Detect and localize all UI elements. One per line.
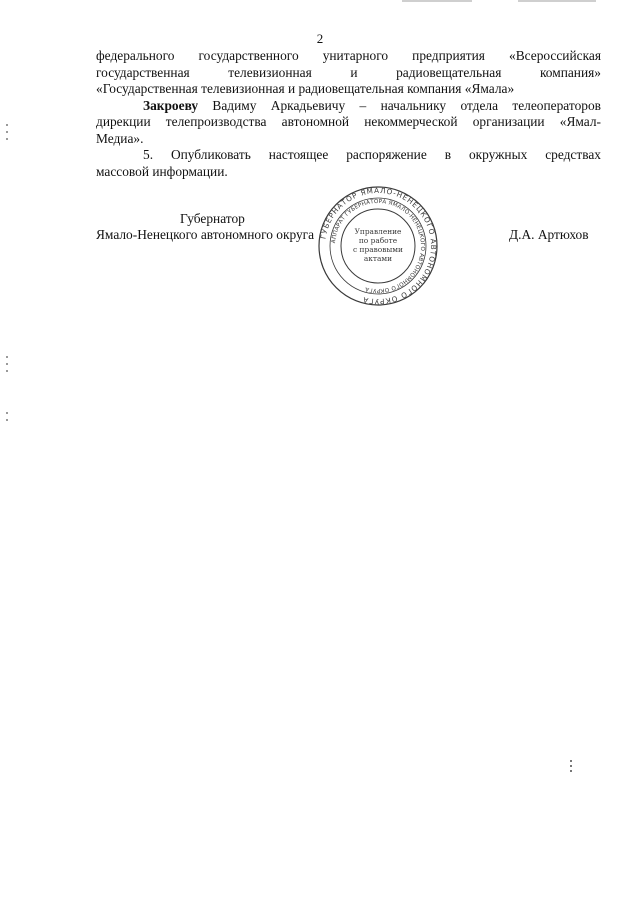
- text-line: федерального государственного унитарного предприятия «Всероссийская: [96, 48, 601, 63]
- paragraph-continuation: [96, 48, 601, 98]
- binding-marks: [6, 412, 9, 426]
- text-line: массовой информации.: [96, 163, 228, 179]
- seal-center-line: с правовыми: [353, 245, 403, 254]
- paragraph-zakroev: [96, 98, 601, 148]
- seal-center-line: актами: [363, 254, 393, 263]
- seal-center-line: Управление: [354, 227, 402, 236]
- paragraph-item-5: [96, 147, 601, 180]
- binding-marks: [6, 124, 9, 145]
- text-fragment: Вадиму Аркадьевичу – начальнику отдела телеоператоров: [198, 97, 601, 113]
- signatory-title: Губернатор: [180, 211, 245, 226]
- text-line: [96, 98, 601, 115]
- binding-marks: [6, 356, 9, 377]
- scan-edge-line: [518, 0, 596, 2]
- document-body: [96, 48, 601, 180]
- person-name: Закроеву: [143, 97, 199, 113]
- seal-center-line: по работе: [358, 236, 398, 245]
- scan-edge-line: [402, 0, 472, 2]
- signatory-name: Д.А. Артюхов: [509, 227, 589, 242]
- text-line: Медиа».: [96, 130, 144, 146]
- text-line: «Государственная телевизионная и радиовещательная компания «Ямала»: [96, 81, 515, 96]
- seal-inner-text: АППАРАТ ГУБЕРНАТОРА ЯМАЛО-НЕНЕЦКОГО АВТОНОМНОГО ОКРУГА: [331, 198, 426, 294]
- text-line: дирекции телепроизводства автономной некоммерческой организации «Ямал-: [96, 114, 601, 129]
- scan-speck: [570, 760, 572, 775]
- text-line: государственная телевизионная и радиовещательная компания»: [96, 64, 601, 80]
- signatory-organization: Ямало-Ненецкого автономного округа: [96, 227, 315, 242]
- seal-outer-text: ГУБЕРНАТОР ЯМАЛО-НЕНЕЦКОГО АВТОНОМНОГО ОКРУГА: [318, 185, 439, 307]
- text-line: 5. Опубликовать настоящее распоряжение в окружных средствах: [143, 147, 601, 162]
- official-seal-stamp: [317, 185, 439, 307]
- page-number: 2: [316, 31, 324, 46]
